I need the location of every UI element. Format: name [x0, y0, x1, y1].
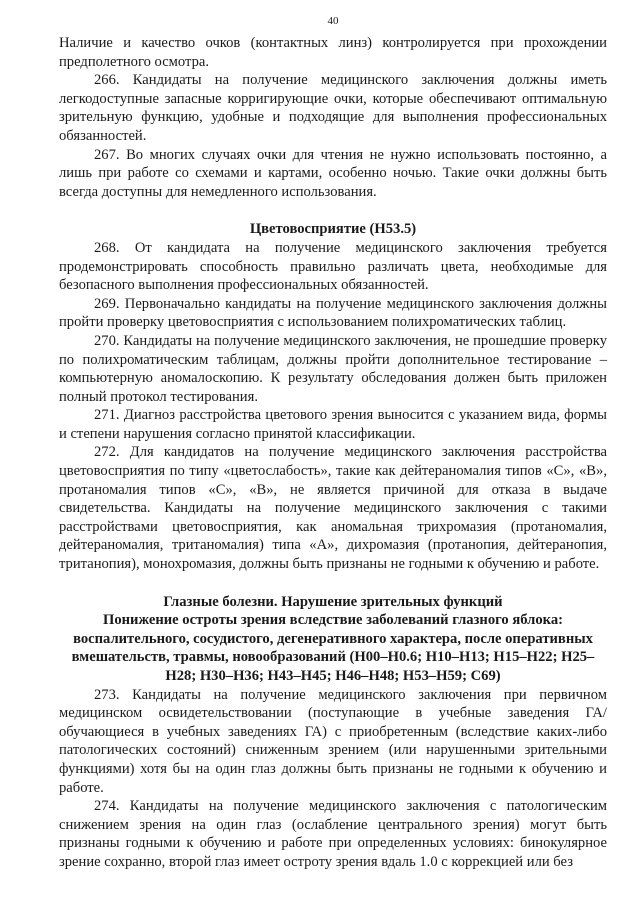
- paragraph-266: 266. Кандидаты на получение медицинского заключения должны иметь легкодоступные запасные корригирующие очки, которые обеспечивают оптимальную зрительную функцию, удобные и подходящие для выполнения профессиональных обязанностей.: [59, 72, 607, 144]
- section-heading-eye-diseases: Глазные болезни. Нарушение зрительных функций: [163, 593, 503, 610]
- spacer: [59, 574, 607, 593]
- section-heading-color-perception: Цветовосприятие (Н53.5): [249, 221, 417, 238]
- paragraph-270: 270. Кандидаты на получение медицинского заключения, не прошедшие проверку по полихроматическим таблицам, должны пройти дополнительное тестирование – компьютерную аномалоскопию. К результату обследования должен быть приложен полный протокол тестирования.: [59, 332, 607, 405]
- paragraph-265-continuation: Наличие и качество очков (контактных линз) контролируется при прохождении предполетного осмотра.: [59, 35, 607, 70]
- subsection-heading-visual-acuity: Понижение остроты зрения вследствие заболеваний глазного яблока: воспалительного, сосудистого, дегенеративного характера, после оперативных вмешательств, травмы, новообразований (Н00–Н0.6; Н10–Н13; Н15–Н22; Н25–Н28; Н30–Н36; Н43–Н45; Н46–Н48; Н53–Н59; С69): [71, 612, 595, 684]
- paragraph-274: 274. Кандидаты на получение медицинского заключения с патологическим снижением зрения на один глаз (ослабление центрального зрения) могут быть признаны годными к обучению и работе при определенных условиях: бинокулярное зрение сохранно, второй глаз имеет остроту зрения вдаль 1.0 с коррекцией или без: [59, 798, 607, 870]
- spacer: [59, 201, 607, 220]
- paragraph-269: 269. Первоначально кандидаты на получение медицинского заключения должны пройти проверку цветовосприятия с использованием полихроматических таблиц.: [59, 295, 607, 331]
- paragraph-268: 268. От кандидата на получение медицинского заключения требуется продемонстрировать способность правильно различать цвета, необходимые для безопасного выполнения профессиональных обязанностей.: [59, 239, 607, 294]
- paragraph-271: 271. Диагноз расстройства цветового зрения выносится с указанием вида, формы и степени нарушения согласно принятой классификации.: [59, 407, 607, 442]
- paragraph-273: 273. Кандидаты на получение медицинского заключения при первичном медицинском освидетельствовании (поступающие в учебные заведения ГА/ обучающиеся в учебных заведениях ГА) с приобретенным (вследствие каких-либо патологических состояний) сниженным зрением (или нарушенными зрительными функциями) хотя бы на один глаз должны быть признаны не годными к обучению и работе.: [59, 686, 607, 796]
- page-number: 40: [327, 15, 339, 27]
- paragraph-267: 267. Во многих случаях очки для чтения не нужно использовать постоянно, а лишь при работе со схемами и картами, особенно ночью. Такие очки должны быть всегда доступны для немедленного использования.: [59, 146, 607, 200]
- paragraph-272: 272. Для кандидатов на получение медицинского заключения расстройства цветовосприятия по типу «цветослабость», такие как дейтераномалия типов «С», «В», протаномалия типов «С», «В», не является причиной для отказа в выдаче свидетельства. Кандидаты на получение медицинского заключения с такими расстройствами цветовосприятия, как аномальная трихромазия (протаномалия, дейтераномалия, тританомалия) типа «А», дихромазия (протанопия, дейтеранопия, тританопия), монохромазия, должны быть признаны не годными к обучению и работе.: [59, 444, 607, 573]
